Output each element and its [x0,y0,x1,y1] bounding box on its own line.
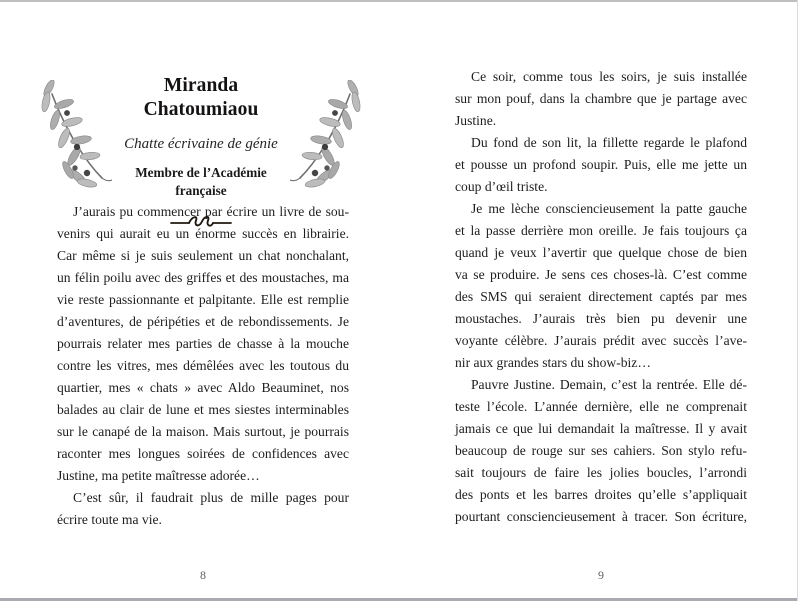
text-line: jamais ce que lui demandait la maîtresse. Il y avait [455,421,747,436]
text-line: Du fond de son lit, la fillette regarde le plafond [471,135,747,150]
text-line: va se produire. Je sens ces choses-là. C’est comme [455,267,747,282]
text-line: coup d’œil triste. [455,179,548,194]
text-line: et pousse un profond soupir. Puis, elle me jette un [455,157,747,172]
text-line: contre les vitres, mes démêlées avec les toutous du [57,358,349,373]
text-line: balades au clair de lune et mes siestes interminables [57,402,349,417]
text-line: quand je veux l’avertir que quelque chose de bien [455,245,747,260]
text-line: nir aux grandes stars du show-biz… [455,355,651,370]
text-line: sait toujours de faire les jolies boucles, l’arrondi [455,465,747,480]
text-line: pourrais relater mes parties de chasse à la mouche [57,336,349,351]
text-line: quartier, mes « chats » avec Aldo Beauminet, nos [57,380,349,395]
olive-branch-left-icon [32,80,112,196]
text-line: un félin poilu avec des griffes et des moustaches, ma [57,270,349,285]
text-line: J’aurais pu commencer par écrire un livre de sou- [73,204,349,219]
paragraph [57,487,349,531]
right-page-text [455,66,747,528]
text-line: beaucoup de rouge sur ses cahiers. Son stylo refu- [455,443,747,458]
text-line: venirs qui aurait eu un énorme succès en librairie. [57,226,349,241]
text-line: d’aventures, de péripéties et de rebondissements. Je [57,314,349,329]
text-line: raconter mes longues soirées de confidences avec [57,446,349,461]
author-subtitle: Chatte écrivaine de génie [124,136,278,152]
text-line: sur mon pouf, dans la chambre que je partage avec [455,91,747,106]
olive-branch-right-icon [290,80,370,196]
paragraph [455,132,747,198]
right-page-number: 9 [598,568,604,582]
text-line: Justine, ma petite maîtresse adorée… [57,468,260,483]
paragraph [455,374,747,528]
text-line: Justine. [455,113,497,128]
text-line: des SMS qui seraient directement captés par mes [455,289,747,304]
text-line: Car même si je suis seulement un chat nonchalant, [57,248,349,263]
text-line: sur le canapé de la maison. Mais surtout, je pourrais [57,424,349,439]
author-name: Miranda Chatoumiaou [143,75,259,120]
text-line: pourtant consciencieusement à tracer. Son écriture, [455,509,747,524]
text-line: Je me lèche consciencieusement la patte gauche [471,201,747,216]
text-line: C’est sûr, il faudrait plus de mille pages pour [73,490,349,505]
paragraph [455,198,747,374]
text-line: et la passe derrière mon oreille. Je fais toujours ça [455,223,747,238]
text-line: écrire toute ma vie. [57,512,162,527]
text-line: voyante célèbre. J’aurais prédit avec succès l’ave- [455,333,747,348]
text-line: Ce soir, comme tous les soirs, je suis installée [471,69,747,84]
text-line: vie reste passionnante et palpitante. Elle est remplie [57,292,349,307]
paragraph [57,201,349,487]
left-page-text [57,201,349,531]
page-right [399,0,798,601]
left-page-number: 8 [200,568,206,582]
text-line: Pauvre Justine. Demain, c’est la rentrée. Elle dé- [471,377,747,392]
text-line: moustaches. J’aurais très bien pu devenir une [455,311,747,326]
author-affiliation: Membre de l’Académie française [135,165,267,198]
text-line: des ponts et les barres droites qu’elle s’appliquait [455,487,747,502]
paragraph [455,66,747,132]
text-line: teste l’école. L’année dernière, elle ne comprenait [455,399,747,414]
